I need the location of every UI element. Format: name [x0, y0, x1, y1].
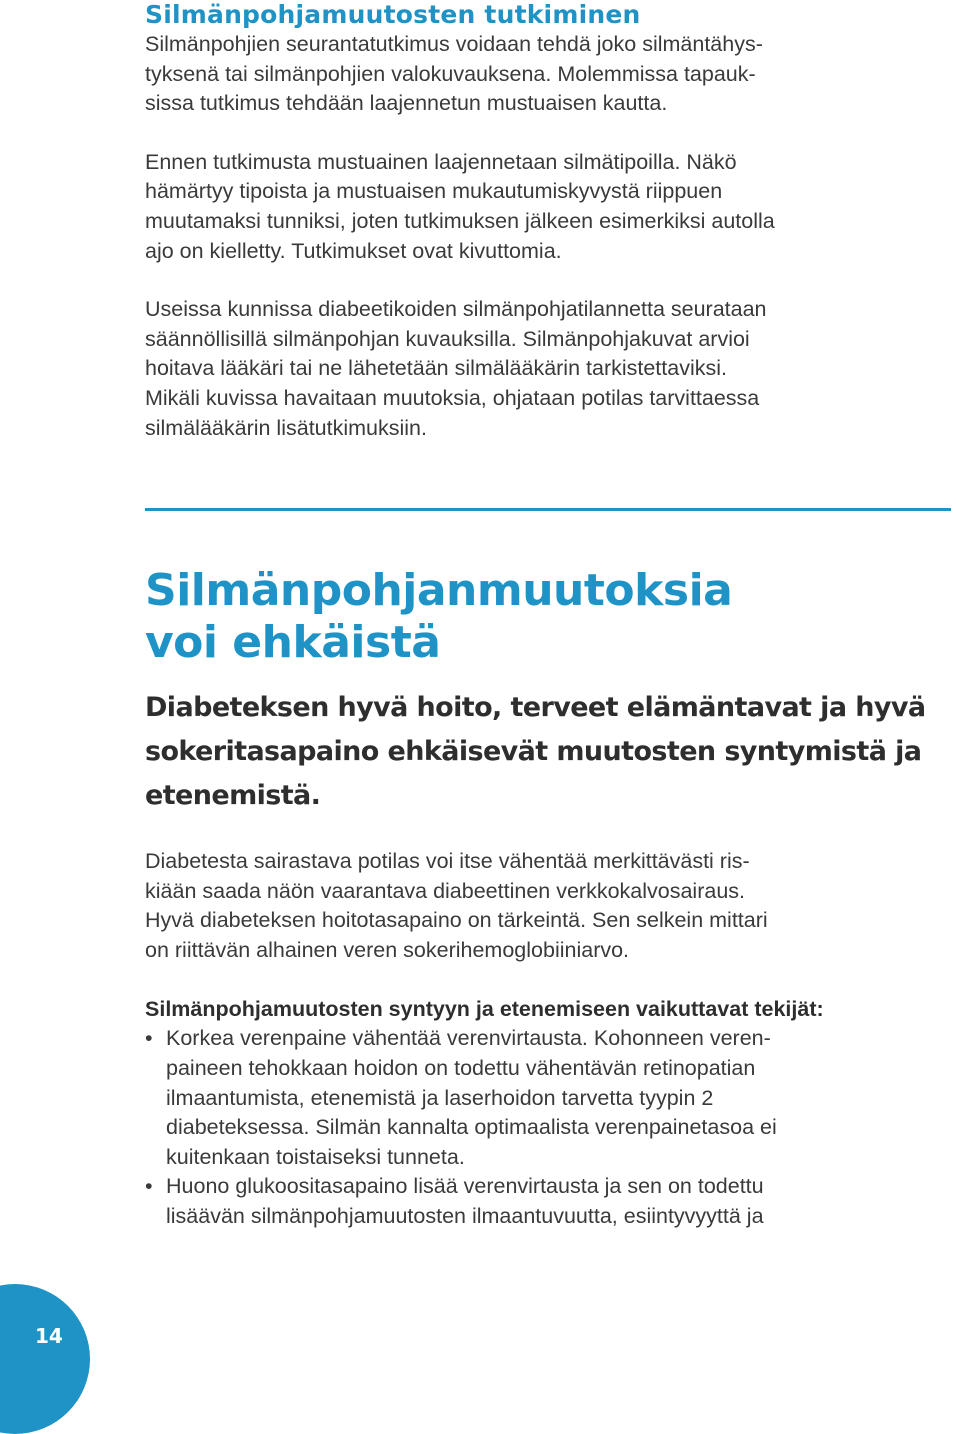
text-line: sissa tutkimus tehdään laajennetun mustuaisen kautta.: [145, 91, 668, 116]
factors-list: [145, 1024, 935, 1231]
text-line: silmälääkärin lisätutkimuksiin.: [145, 415, 427, 440]
title-line: voi ehkäistä: [145, 617, 441, 668]
paragraph-screening: [145, 295, 935, 443]
bullet-icon: •: [145, 1026, 153, 1051]
text-line: Hyvä diabeteksen hoitotasapaino on tärkeintä. Sen selkein mittari: [145, 908, 768, 933]
text-line: tyksenä tai silmänpohjien valokuvauksena. Molemmissa tapauk-: [145, 61, 756, 86]
text-line: Huono glukoositasapaino lisää verenvirtausta ja sen on todettu: [166, 1174, 764, 1199]
text-line: hoitava lääkäri tai ne lähetetään silmälääkärin tarkistettaviksi.: [145, 356, 727, 381]
text-line: Mikäli kuvissa havaitaan muutoksia, ohjataan potilas tarvittaessa: [145, 385, 760, 410]
title-line: Silmänpohjanmuutoksia: [145, 565, 733, 616]
lead-line: Diabeteksen hyvä hoito, terveet elämäntavat ja hyvä: [145, 692, 926, 723]
text-line: Useissa kunnissa diabeetikoiden silmänpohjatilannetta seurataan: [145, 297, 767, 322]
section-divider: [145, 508, 951, 511]
text-line: hämärtyy tipoista ja mustuaisen mukautumiskyvystä riippuen: [145, 179, 723, 204]
page-number-tab: [0, 1284, 90, 1434]
text-line: muutamaksi tunniksi, joten tutkimuksen jälkeen esimerkiksi autolla: [145, 208, 775, 233]
text-line: ilmaantumista, etenemistä ja laserhoidon tarvetta tyypin 2: [166, 1085, 714, 1110]
lead-paragraph: [145, 686, 935, 818]
section-title: [145, 565, 732, 669]
page-number: 14: [35, 1324, 63, 1348]
text-line: paineen tehokkaan hoidon on todettu vähentävän retinopatian: [166, 1055, 756, 1080]
section-prevention-body: [145, 847, 935, 1232]
text-line: kiään saada näön vaarantava diabeettinen verkkokalvosairaus.: [145, 878, 746, 903]
paragraph-examination-methods: [145, 30, 935, 119]
section-examination: [145, 0, 935, 443]
text-line: Silmänpohjien seurantatutkimus voidaan tehdä joko silmäntähys-: [145, 32, 763, 56]
text-line: lisäävän silmänpohjamuutosten ilmaantuvuutta, esiintyvyyttä ja: [166, 1203, 764, 1228]
paragraph-pupil-dilation: [145, 148, 935, 266]
text-line: Ennen tutkimusta mustuainen laajennetaan silmätipoilla. Näkö: [145, 149, 737, 174]
text-line: on riittävän alhainen veren sokerihemoglobiiniarvo.: [145, 937, 630, 962]
section-heading: Silmänpohjamuutosten tutkiminen: [145, 0, 641, 29]
lead-line: etenemistä.: [145, 780, 321, 811]
text-line: säännöllisillä silmänpohjan kuvauksilla. Silmänpohjakuvat arvioi: [145, 326, 750, 351]
factors-title: Silmänpohjamuutosten syntyyn ja etenemiseen vaikuttavat tekijät:: [145, 997, 824, 1022]
text-line: Korkea verenpaine vähentää verenvirtausta. Kohonneen veren-: [166, 1026, 771, 1051]
text-line: kuitenkaan toistaiseksi tunneta.: [166, 1144, 465, 1169]
paragraph-prevention: [145, 847, 935, 965]
list-item: [145, 1024, 935, 1172]
text-line: ajo on kielletty. Tutkimukset ovat kivuttomia.: [145, 238, 562, 263]
lead-line: sokeritasapaino ehkäisevät muutosten syntymistä ja: [145, 736, 922, 767]
list-item: [145, 1172, 935, 1231]
text-line: diabeteksessa. Silmän kannalta optimaalista verenpainetasoa ei: [166, 1115, 777, 1140]
bullet-icon: •: [145, 1174, 153, 1199]
text-line: Diabetesta sairastava potilas voi itse vähentää merkittävästi ris-: [145, 849, 750, 873]
